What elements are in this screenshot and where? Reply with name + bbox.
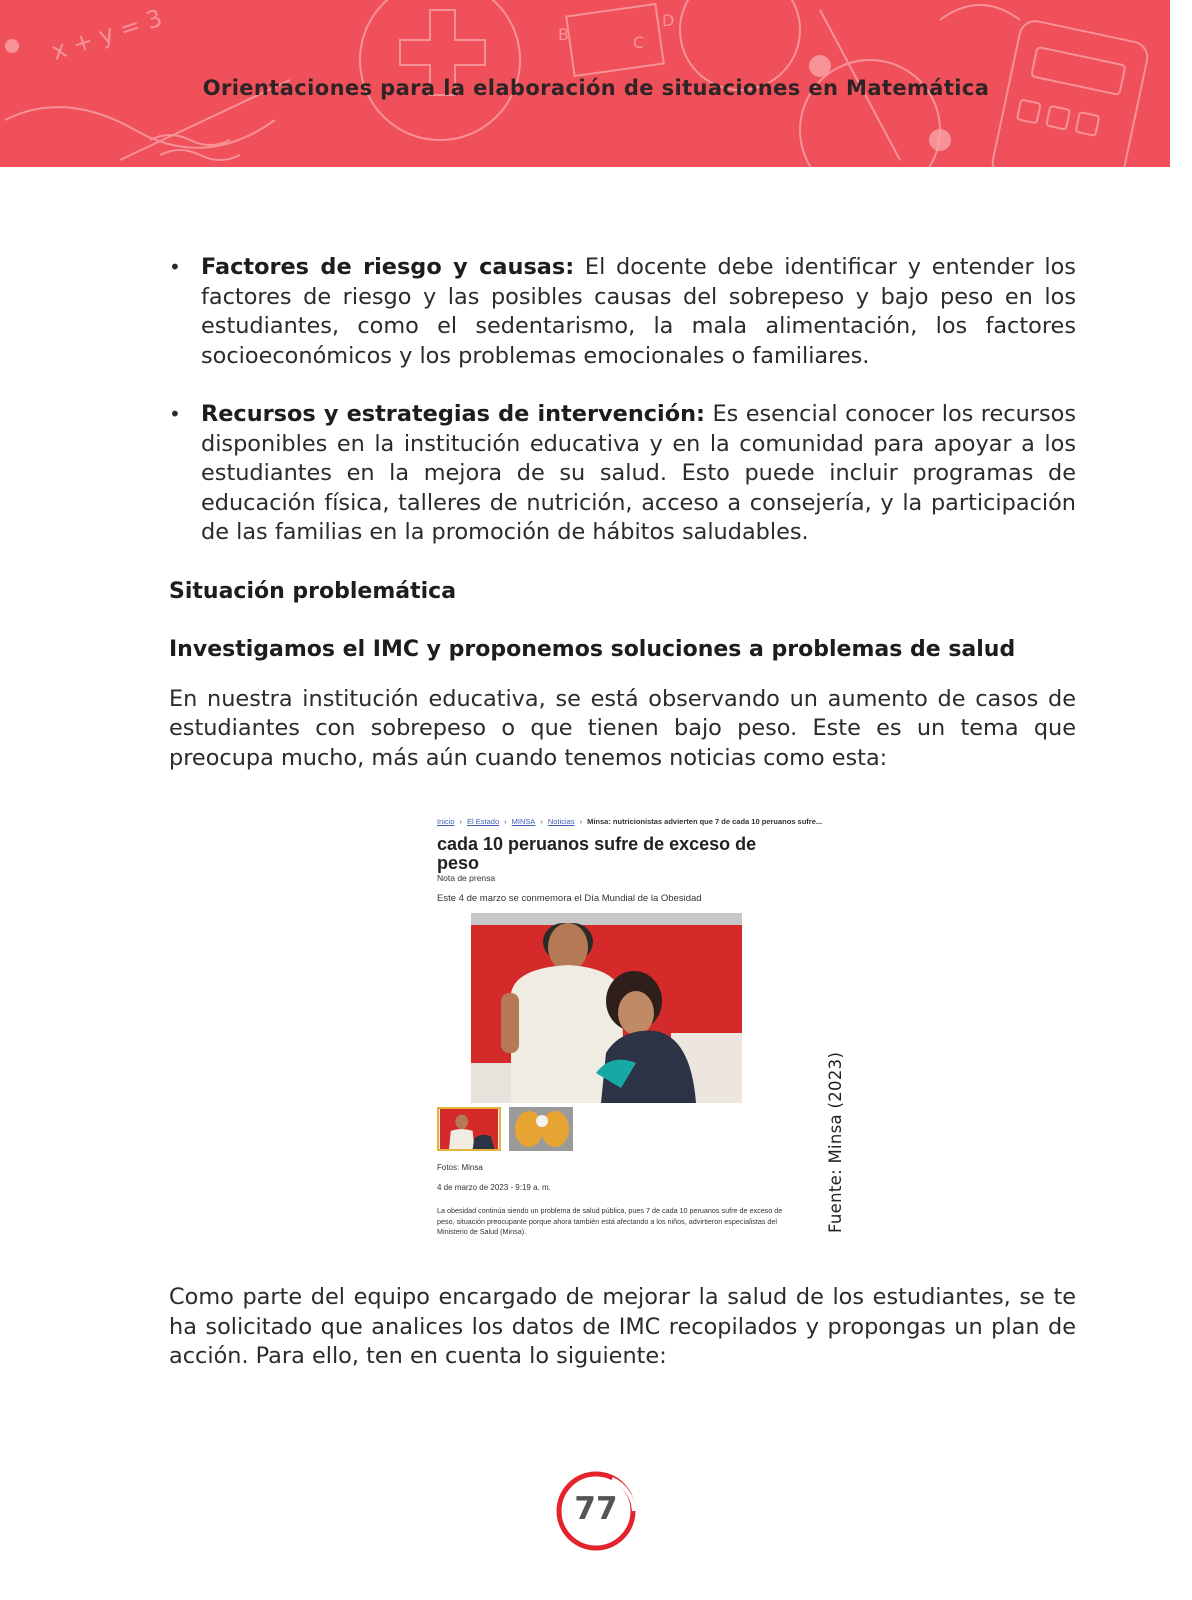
chevron-right-icon: › bbox=[459, 817, 463, 826]
bullet-icon: • bbox=[169, 255, 181, 279]
news-type-label: Nota de prensa bbox=[437, 873, 496, 883]
breadcrumb-item[interactable]: Inicio bbox=[437, 817, 455, 826]
news-subtitle: Este 4 de marzo se conmemora el Día Mundial de la Obesidad bbox=[437, 893, 702, 904]
page-number: 77 bbox=[574, 1491, 618, 1527]
bullet-term: Recursos y estrategias de intervención: bbox=[201, 401, 705, 427]
bullet-text: Es esencial conocer los recursos disponibles en la institución educativa y en la comunidad para apoyar a los estudiantes en la mejora de su salud. Esto puede incluir programas de educación física, talleres de nutrición, acceso a consejería, y la participación de las familias en la promoción de hábitos saludables. bbox=[201, 401, 1076, 545]
svg-text:B: B bbox=[558, 25, 569, 44]
situation-title: Investigamos el IMC y proponemos soluciones a problemas de salud bbox=[169, 636, 1016, 662]
photo-thumbnail[interactable] bbox=[509, 1107, 573, 1151]
news-title: cada 10 peruanos sufre de exceso de peso bbox=[437, 834, 757, 873]
main-content bbox=[169, 253, 1076, 773]
figure-source: Fuente: Minsa (2023) bbox=[826, 1051, 845, 1233]
list-item bbox=[169, 400, 1076, 548]
breadcrumb-item[interactable]: El Estado bbox=[467, 817, 500, 826]
list-item bbox=[169, 253, 1076, 371]
running-header-title: Orientaciones para la elaboración de situaciones en Matemática bbox=[202, 76, 990, 100]
breadcrumb-item[interactable]: MINSA bbox=[511, 817, 536, 826]
bullet-list bbox=[169, 253, 1076, 548]
svg-text:C: C bbox=[633, 33, 645, 52]
news-body: La obesidad continúa siendo un problema de salud pública, pues 7 de cada 10 peruanos sufre de exceso de peso, situación preocupante porque ahora también está afectando a los niños, advirtieron especialistas del Ministerio de Salud (Minsa). bbox=[437, 1206, 783, 1236]
news-date: 4 de marzo de 2023 - 9:19 a. m. bbox=[437, 1183, 551, 1192]
bullet-term: Factores de riesgo y causas: bbox=[201, 254, 575, 280]
news-photo bbox=[471, 913, 742, 1103]
intro-paragraph: En nuestra institución educativa, se está observando un aumento de casos de estudiantes con sobrepeso o que tienen bajo peso. Este es un tema que preocupa mucho, más aún cuando tenemos noticias como esta: bbox=[169, 685, 1076, 771]
breadcrumb bbox=[437, 817, 822, 826]
bullet-icon: • bbox=[169, 402, 181, 426]
photo-thumbnail[interactable] bbox=[437, 1107, 501, 1151]
situation-heading: Situación problemática bbox=[169, 578, 457, 604]
chevron-right-icon: › bbox=[579, 817, 583, 826]
breadcrumb-current: Minsa: nutricionistas advierten que 7 de cada 10 peruanos sufre... bbox=[587, 817, 823, 826]
svg-text:x + y = 3: x + y = 3 bbox=[48, 3, 166, 66]
breadcrumb-item[interactable]: Noticias bbox=[547, 817, 575, 826]
bullet-text: El docente debe identificar y entender los factores de riesgo y las posibles causas del sobrepeso y bajo peso en los estudiantes, como el sedentarismo, la mala alimentación, los factores socioeconómicos y los problemas emocionales o familiares. bbox=[201, 254, 1076, 369]
chevron-right-icon: › bbox=[504, 817, 507, 826]
closing-paragraph: Como parte del equipo encargado de mejorar la salud de los estudiantes, se te ha solicitado que analices los datos de IMC recopilados y propongas un plan de acción. Para ello, ten en cuenta lo siguiente: bbox=[169, 1284, 1076, 1369]
page-header bbox=[0, 0, 1170, 167]
page-number-badge bbox=[554, 1467, 642, 1555]
chevron-right-icon: › bbox=[540, 817, 543, 826]
news-screenshot-figure bbox=[434, 813, 823, 1245]
svg-text:D: D bbox=[662, 11, 675, 30]
photo-credit: Fotos: Minsa bbox=[437, 1163, 483, 1172]
